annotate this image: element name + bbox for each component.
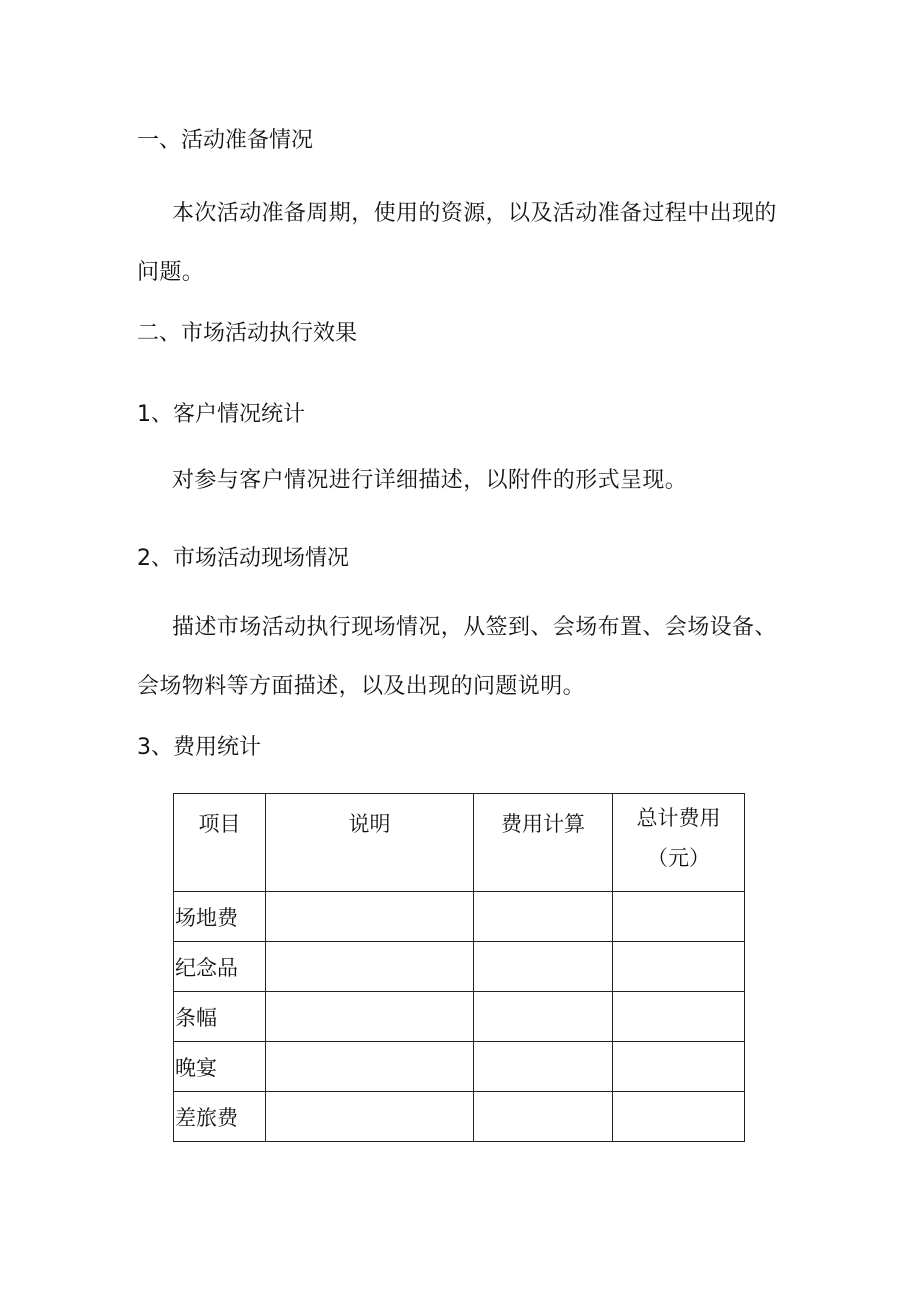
header-total-line2: （元） (647, 846, 710, 870)
table-row (174, 1042, 745, 1092)
table-row (174, 892, 745, 942)
cell-calculation (474, 992, 613, 1042)
cell-calculation (474, 1092, 613, 1142)
header-description: 说明 (266, 794, 474, 892)
cell-description (266, 992, 474, 1042)
cell-calculation (474, 892, 613, 942)
cell-item: 差旅费 (174, 1092, 266, 1142)
section-heading-execution-results: 二、市场活动执行效果 (137, 321, 358, 346)
header-total (613, 794, 745, 892)
subheading-customer-statistics: 1、客户情况统计 (137, 402, 305, 427)
cell-description (266, 1042, 474, 1092)
cell-total (613, 942, 745, 992)
cell-calculation (474, 1042, 613, 1092)
cell-description (266, 892, 474, 942)
cell-description (266, 1092, 474, 1142)
cell-item: 场地费 (174, 892, 266, 942)
cell-total (613, 1092, 745, 1142)
paragraph-activity-preparation: 本次活动准备周期，使用的资源，以及活动准备过程中出现的问题。 (137, 201, 777, 285)
header-total-line1: 总计费用 (636, 806, 721, 830)
cell-total (613, 1042, 745, 1092)
table-header-row (174, 794, 745, 892)
table-row (174, 942, 745, 992)
cell-calculation (474, 942, 613, 992)
cell-item: 条幅 (174, 992, 266, 1042)
paragraph-onsite-situation: 描述市场活动执行现场情况，从签到、会场布置、会场设备、会场物料等方面描述，以及出现的问题说明。 (137, 615, 777, 699)
header-item: 项目 (174, 794, 266, 892)
subheading-cost-statistics: 3、费用统计 (137, 735, 261, 760)
table-row (174, 1092, 745, 1142)
cell-total (613, 892, 745, 942)
cell-total (613, 992, 745, 1042)
table-row (174, 992, 745, 1042)
cell-description (266, 942, 474, 992)
subheading-onsite-situation: 2、市场活动现场情况 (137, 546, 349, 571)
paragraph-customer-statistics: 对参与客户情况进行详细描述，以附件的形式呈现。 (172, 468, 688, 493)
cell-item: 晚宴 (174, 1042, 266, 1092)
section-heading-activity-preparation: 一、活动准备情况 (137, 128, 314, 153)
cell-item: 纪念品 (174, 942, 266, 992)
header-calculation: 费用计算 (474, 794, 613, 892)
cost-table (173, 793, 745, 1142)
